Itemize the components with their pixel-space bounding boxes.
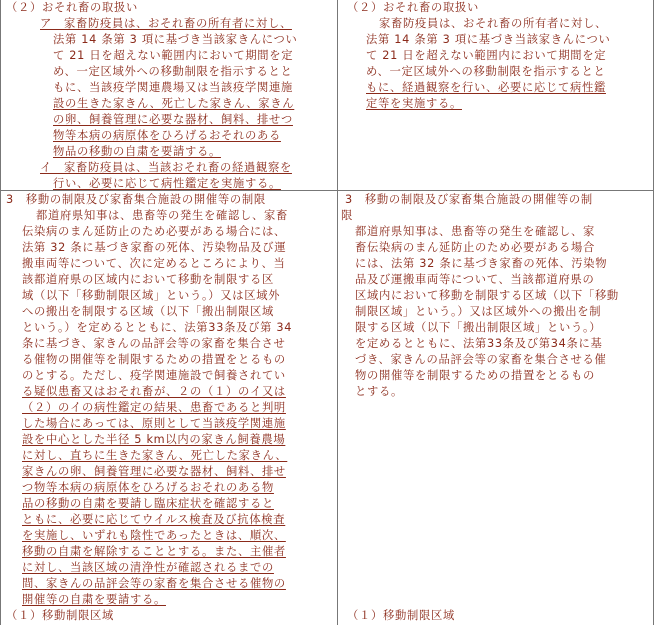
right-sec3-line: 都道府県知事は、患畜等の発生を確認し、家 (355, 225, 595, 238)
right-sec2-line: め、一定区域外への移動制限を指示するとと (366, 65, 606, 78)
left-sec3-line: 条に基づき、家きんの品評会等の家畜を集合させ (22, 337, 286, 350)
left-sec3-line: のとする。ただし、疫学関連施設で飼養されてい (22, 369, 286, 382)
left-sec3-line: （２）のイの病性鑑定の結果、患畜であると判明 (22, 401, 286, 414)
left-sec3-line: 伝染病のまん延防止のため必要がある場合には、 (22, 225, 286, 238)
right-sec2-line: 定等を実施する。 (366, 97, 462, 110)
left-sec3-line: への搬出を制限する区域（以下「搬出制限区域 (22, 305, 274, 318)
left-sec3-line: 設を中心とした半径 5 km以内の家きん飼養農場 (22, 433, 286, 446)
right-sec3-line: 制限区域」という。）又は区域外への搬出を制 (355, 305, 602, 318)
left-sec2-a-line: て 21 日を超えない範囲内において期間を定 (53, 49, 294, 62)
left-sec2-a-line: 法第 14 条第 3 項に基づき当該家きんについ (53, 33, 298, 46)
left-sec3-line: つ物等本病の病原体をひろげるおそれのある物 (22, 481, 274, 494)
left-sec2-a-line: 物品の移動の自粛を要請する。 (53, 145, 221, 158)
right-sec3-line: とする。 (355, 385, 403, 398)
left-sec3-line: 間、家きんの品評会等の家畜を集合させる催物の (22, 577, 286, 590)
right-sec3-line: 品及び運搬車両等について、当該都道府県の (355, 273, 595, 286)
right-sec3-heading-cont: 限 (341, 209, 353, 222)
left-sec2-a-line: もに、当該疫学関連農場又は当該疫学関連施 (53, 81, 293, 94)
left-sec3-line: に対し、直ちに生きた家きん、死亡した家きん、 (22, 449, 288, 462)
left-sec3-line: 品の移動の自粛を要請し臨床症状を確認すると (22, 497, 274, 510)
right-sec3-line: 物の開催等を制限するための措置をとるもの (355, 369, 595, 382)
left-sec3-line: を実施し、いずれも陰性であったときは、順次、 (22, 529, 286, 542)
right-sec2-line: 法第 14 条第 3 項に基づき当該家きんについ (366, 33, 611, 46)
left-sec3-line: という。）を定めるとともに、法第33条及び第 34 (22, 321, 293, 334)
right-sec2-heading: （２）おそれ畜の取扱い (347, 1, 479, 14)
right-sec2-line: て 21 日を超えない範囲内において期間を定 (366, 49, 607, 62)
right-sec3-line: 限する区域（以下「搬出制限区域」という。） (355, 321, 602, 334)
right-sec3-line: 区域内において移動を制限する区域（以下「移動 (355, 289, 619, 302)
left-sec2-a-line: ア 家畜防疫員は、おそれ畜の所有者に対し、 (40, 17, 292, 30)
right-sec3-heading: 3 移動の制限及び家畜集合施設の開催等の制 (345, 193, 593, 206)
right-sec2-line: もに、経過観察を行い、必要に応じて病性鑑 (366, 81, 606, 94)
left-sec3-line: 該都道府県の区域内において移動を制限する区 (22, 273, 274, 286)
left-sec3-line: る疑似患畜又はおそれ畜が、２の（１）のイ又は (22, 385, 286, 398)
right-sec3-line: づき、家きんの品評会等の家畜を集合させる催 (355, 353, 607, 366)
left-sec3-line: 搬車両等について、次に定めるところにより、当 (22, 257, 286, 270)
left-sec3-line: に対し、当該区域の清浄性が確認されるまでの (22, 561, 274, 574)
left-sec2-i-line: イ 家畜防疫員は、当該おそれ畜の経過観察を (40, 161, 292, 174)
left-sec3-line: る催物の開催等を制限するための措置をとるもの (22, 353, 286, 366)
left-sec2-heading: （２）おそれ畜の取扱い (6, 1, 138, 14)
left-sec3-line: 都道府県知事は、患畜等の発生を確認し、家畜 (36, 209, 288, 222)
left-sec3-line: 域（以下「移動制限区域」という。）又は区域外 (22, 289, 281, 302)
right-sec3-line: 畜伝染病のまん延防止のため必要がある場合 (355, 241, 595, 254)
left-sec3-line: 法第 32 条に基づき家畜の死体、汚染物品及び運 (22, 241, 287, 254)
left-sec3-line: した場合にあっては、原則として当該疫学関連施 (22, 417, 286, 430)
right-sec3-line: には、法第 32 条に基づき家畜の死体、汚染物 (355, 257, 608, 270)
left-sec3-heading: 3 移動の制限及び家畜集合施設の開催等の制限 (6, 193, 266, 206)
left-sec3-line: 開催等の自粛を要請する。 (22, 593, 166, 606)
left-sec2-i-line: 行い、必要に応じて病性鑑定を実施する。 (53, 177, 281, 190)
left-sub1-heading: （１）移動制限区域 (6, 609, 114, 622)
right-sec3-line: を定めるとともに、法第33条及び第34条に基 (355, 337, 603, 350)
right-sub1-heading: （１）移動制限区域 (347, 609, 455, 622)
table-border-left (0, 0, 1, 625)
column-divider (337, 0, 338, 625)
left-sec2-a-line: 設の生きた家きん、死亡した家きん、家きん (53, 97, 295, 110)
left-sec2-a-line: の卵、飼養管理に必要な器材、飼料、排せつ (53, 113, 293, 126)
left-sec2-a-line: 物等本病の病原体をひろげるおそれのある (53, 129, 281, 142)
left-sec3-line: 移動の自粛を解除することとする。また、主催者 (22, 545, 286, 558)
right-sec2-line: 家畜防疫員は、おそれ畜の所有者に対し、 (379, 17, 607, 30)
left-sec3-line: ともに、必要に応じてウイルス検査及び抗体検査 (22, 513, 286, 526)
left-sec3-line: 家きんの卵、飼養管理に必要な器材、飼料、排せ (22, 465, 286, 478)
left-sec2-a-line: め、一定区域外への移動制限を指示するとと (53, 65, 293, 78)
